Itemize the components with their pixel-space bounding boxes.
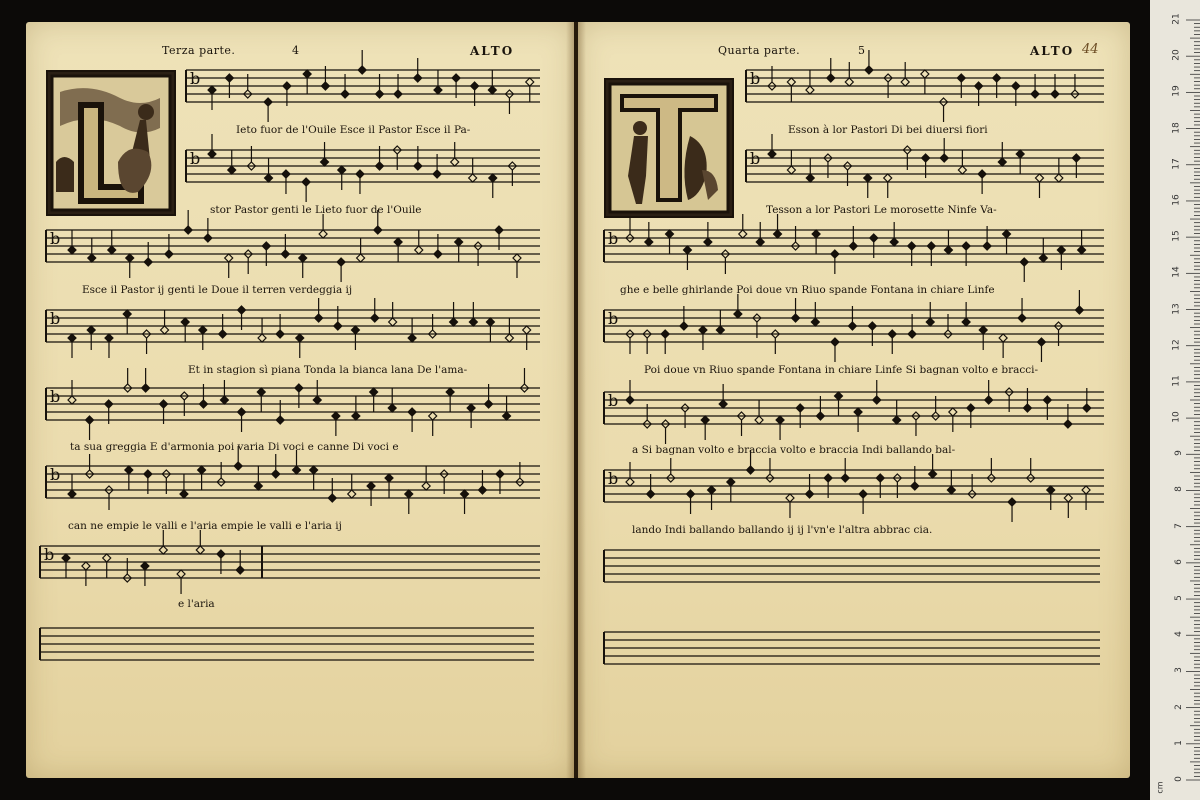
right-voice-label: ALTO [1030, 44, 1075, 58]
ruler-mark-17: 17 [1171, 158, 1182, 170]
right-page-number: 5 [858, 44, 866, 57]
svg-text:b: b [190, 149, 201, 168]
svg-text:b: b [608, 469, 619, 488]
right-lyric-line-6: lando Indi ballando ballando ij ij l'vn'e l'altra abbrac cia. [632, 524, 933, 536]
ruler-mark-20: 20 [1171, 49, 1182, 61]
left-lyric-line-4: Et in stagion sì piana Tonda la bianca lana De l'ama- [188, 364, 468, 376]
left-staff-7-empty [262, 546, 540, 578]
left-lyric-line-1: Ieto fuor de l'Ouile Esce il Pastor Esce il Pa- [236, 124, 471, 136]
right-lyric-line-3: ghe e belle ghirlande Poi doue vn Riuo spande Fontana in chiare Linfe [620, 284, 995, 296]
ruler-mark-6: 6 [1174, 558, 1185, 565]
right-staff-1 [746, 50, 1104, 122]
svg-text:b: b [50, 387, 61, 406]
left-voice-label: ALTO [470, 44, 515, 58]
svg-text:b: b [50, 465, 61, 484]
left-staff-blank [40, 628, 534, 660]
left-lyric-line-3: Esce il Pastor ij genti le Doue il terren verdeggia ij [82, 284, 353, 296]
right-staff-5 [604, 380, 1104, 444]
svg-text:b: b [50, 229, 61, 248]
ruler-mark-8: 8 [1174, 486, 1185, 493]
right-lyric-line-5: a Si bagnan volto e braccia volto e braccia Indi ballando bal- [632, 444, 956, 456]
right-staff-2 [746, 134, 1104, 198]
ruler-mark-4: 4 [1174, 631, 1185, 638]
svg-text:b: b [190, 69, 201, 88]
ruler-mark-3: 3 [1174, 667, 1185, 674]
svg-text:b: b [44, 545, 55, 564]
svg-text:b: b [750, 69, 761, 88]
left-staff-1 [186, 50, 540, 122]
left-staff-5 [46, 368, 540, 440]
ruler-mark-21: 21 [1171, 13, 1182, 25]
left-header-part: Terza parte. [162, 44, 236, 57]
right-lyric-line-1: Esson à lor Pastori Di bei diuersi fiori [788, 124, 988, 136]
left-lyric-line-7: e l'aria [178, 598, 215, 610]
measurement-ruler [1150, 0, 1200, 800]
left-staff-6 [46, 446, 540, 514]
handwritten-folio: 44 [1082, 42, 1099, 57]
right-lyric-line-4: Poi doue vn Riuo spande Fontana in chiare Linfe Si bagnan volto e bracci- [644, 364, 1039, 376]
right-staff-4 [604, 290, 1104, 362]
svg-text:b: b [608, 309, 619, 328]
ruler-mark-2: 2 [1174, 703, 1185, 710]
left-lyric-line-6: can ne empie le valli e l'aria empie le valli e l'aria ij [68, 520, 342, 532]
ruler-mark-18: 18 [1171, 121, 1182, 134]
right-header-part: Quarta parte. [718, 44, 801, 57]
ruler-unit-label: cm [1155, 781, 1165, 794]
right-staff-blank-2 [604, 632, 1100, 664]
ruler-mark-5: 5 [1174, 595, 1185, 601]
ruler-mark-12: 12 [1171, 338, 1182, 351]
ruler-mark-19: 19 [1171, 85, 1182, 98]
right-staff-6 [604, 450, 1104, 522]
ruler-mark-11: 11 [1171, 375, 1182, 387]
left-staff-3 [46, 210, 540, 282]
svg-text:b: b [750, 149, 761, 168]
left-staff-2 [186, 134, 540, 202]
svg-text:b: b [50, 309, 61, 328]
right-staff-blank-1 [604, 550, 1100, 582]
ruler-mark-15: 15 [1171, 230, 1182, 242]
left-lyric-line-2: stor Pastor genti le Lieto fuor de l'Ouile [210, 204, 422, 216]
left-staff-7 [40, 530, 262, 594]
right-lyric-line-2: Tesson a lor Pastori Le morosette Ninfe Va- [766, 204, 997, 216]
left-staff-4 [46, 298, 540, 358]
ruler-mark-13: 13 [1171, 302, 1182, 315]
ruler-mark-7: 7 [1174, 522, 1185, 529]
svg-text:b: b [608, 229, 619, 248]
ruler-mark-14: 14 [1171, 266, 1182, 279]
right-staff-3 [604, 214, 1104, 282]
ruler-mark-9: 9 [1174, 450, 1185, 457]
left-page-number: 4 [292, 44, 300, 57]
svg-text:b: b [608, 391, 619, 410]
left-lyric-line-5: ta sua greggia E d'armonia poi varia Di voci e canne Di voci e [70, 441, 399, 453]
ruler-mark-10: 10 [1171, 411, 1182, 423]
ruler-mark-16: 16 [1171, 194, 1182, 206]
ruler-mark-0: 0 [1174, 776, 1185, 782]
ruler-mark-1: 1 [1174, 739, 1185, 746]
